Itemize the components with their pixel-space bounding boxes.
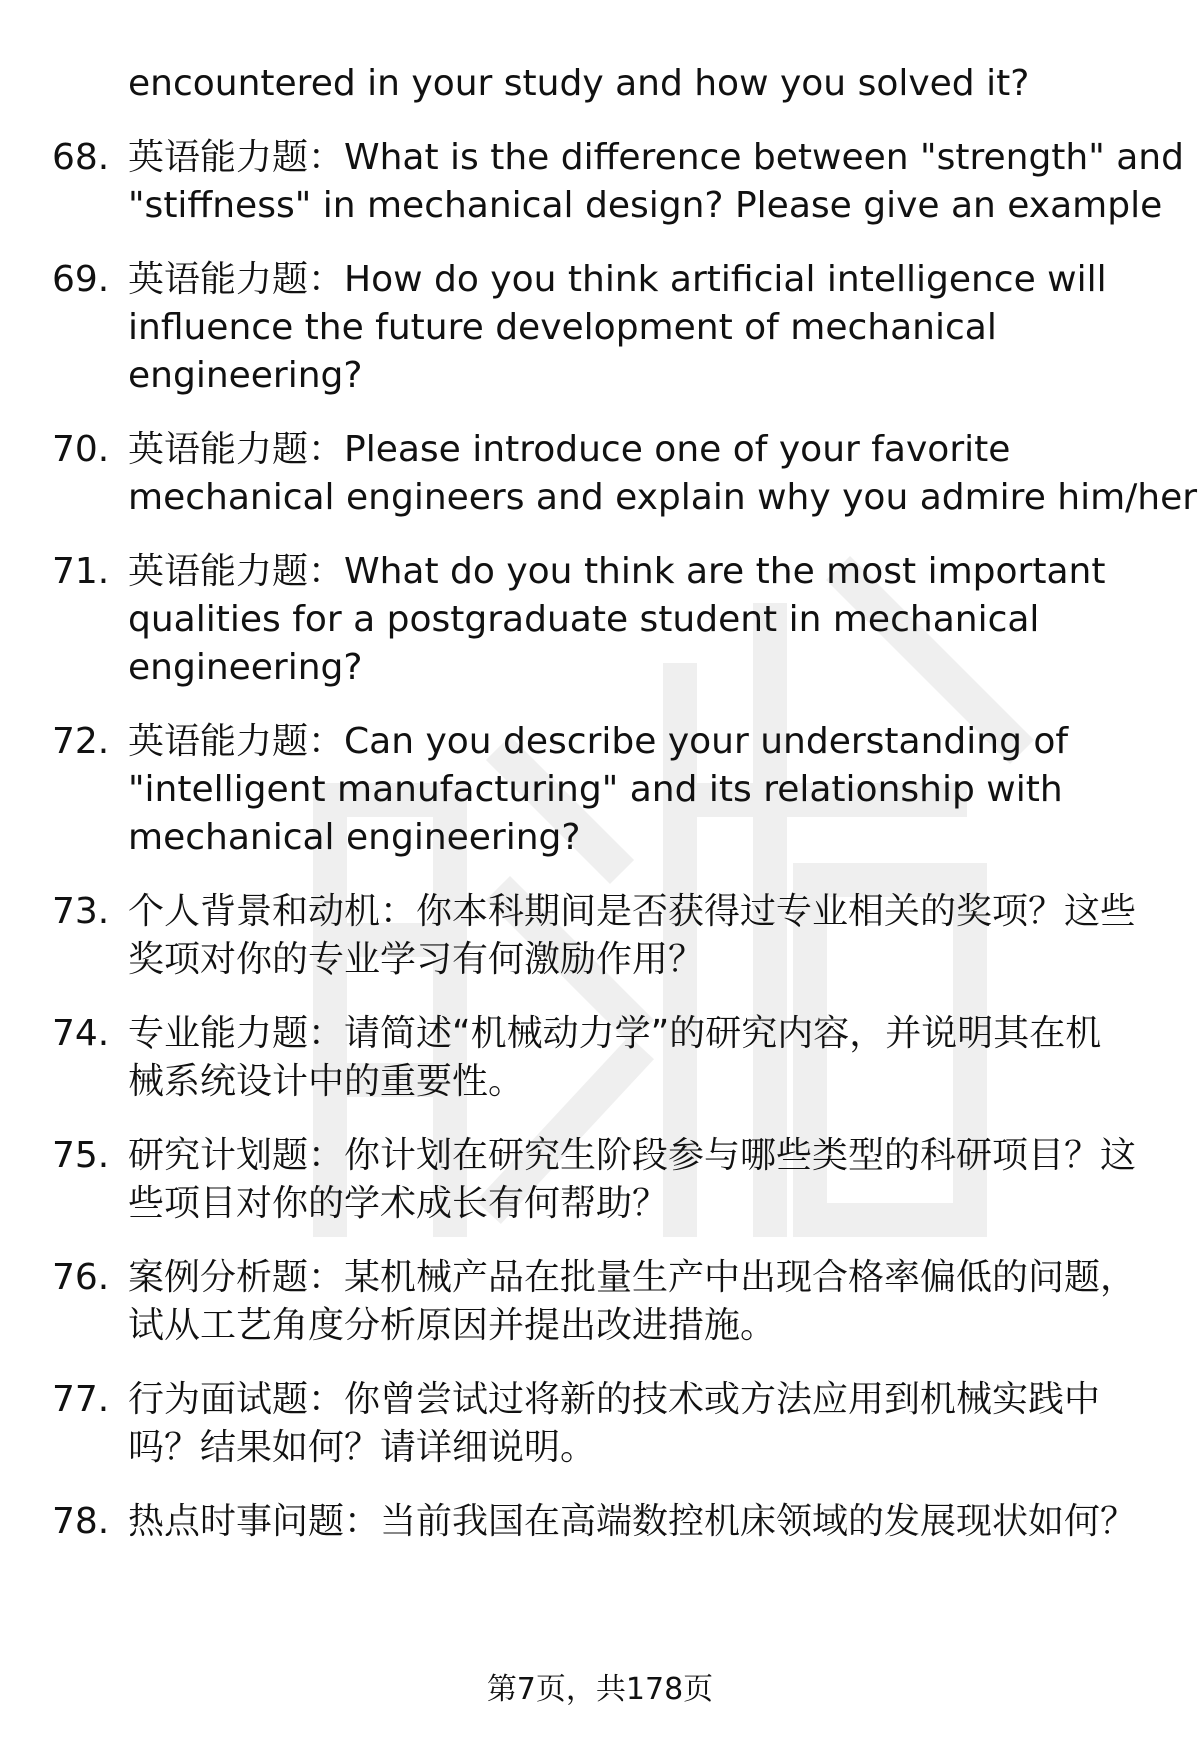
- question-text: 英语能力题：How do you think artificial intelligence will: [128, 259, 1107, 300]
- question-text: 英语能力题：What is the difference between "strength" and: [128, 137, 1184, 178]
- question-text: 专业能力题：请简述“机械动力学”的研究内容，并说明其在机: [128, 1013, 1102, 1054]
- question-number: 78.: [52, 1501, 110, 1542]
- question-text: mechanical engineering?: [128, 817, 581, 858]
- question-text: 奖项对你的专业学习有何激励作用？: [128, 939, 705, 980]
- question-number: 77.: [52, 1379, 110, 1420]
- question-number: 69.: [52, 259, 110, 300]
- question-text: influence the future development of mechanical: [128, 307, 997, 348]
- question-text: 吗？结果如何？请详细说明。: [128, 1427, 597, 1468]
- question-text: 英语能力题：What do you think are the most important: [128, 551, 1106, 592]
- question-text: 案例分析题：某机械产品在批量生产中出现合格率偏低的问题，: [128, 1257, 1137, 1298]
- question-text: 英语能力题：Can you describe your understanding of: [128, 721, 1069, 762]
- question-number: 76.: [52, 1257, 110, 1298]
- page-footer: 第7页，共178页: [486, 1672, 714, 1707]
- question-number: 73.: [52, 891, 110, 932]
- question-text: 试从工艺角度分析原因并提出改进措施。: [128, 1305, 777, 1346]
- question-number: 75.: [52, 1135, 110, 1176]
- question-number: 71.: [52, 551, 110, 592]
- continuation-line: encountered in your study and how you solved it?: [128, 63, 1030, 104]
- question-text: 热点时事问题：当前我国在高端数控机床领域的发展现状如何？: [128, 1501, 1137, 1542]
- question-number: 68.: [52, 137, 110, 178]
- question-number: 70.: [52, 429, 110, 470]
- question-text: 些项目对你的学术成长有何帮助？: [128, 1183, 669, 1224]
- question-text: "stiffness" in mechanical design? Please give an example: [128, 185, 1163, 226]
- question-text: 个人背景和动机：你本科期间是否获得过专业相关的奖项？这些: [128, 891, 1137, 932]
- question-number: 74.: [52, 1013, 110, 1054]
- question-text: engineering?: [128, 355, 363, 396]
- question-text: engineering?: [128, 647, 363, 688]
- question-number: 72.: [52, 721, 110, 762]
- question-text: 英语能力题：Please introduce one of your favorite: [128, 429, 1011, 470]
- question-text: qualities for a postgraduate student in mechanical: [128, 599, 1040, 640]
- question-text: "intelligent manufacturing" and its relationship with: [128, 769, 1063, 810]
- question-text: 械系统设计中的重要性。: [128, 1061, 525, 1102]
- question-text: 研究计划题：你计划在研究生阶段参与哪些类型的科研项目？这: [128, 1135, 1137, 1176]
- question-text: mechanical engineers and explain why you admire him/her: [128, 477, 1198, 518]
- question-text: 行为面试题：你曾尝试过将新的技术或方法应用到机械实践中: [128, 1379, 1101, 1420]
